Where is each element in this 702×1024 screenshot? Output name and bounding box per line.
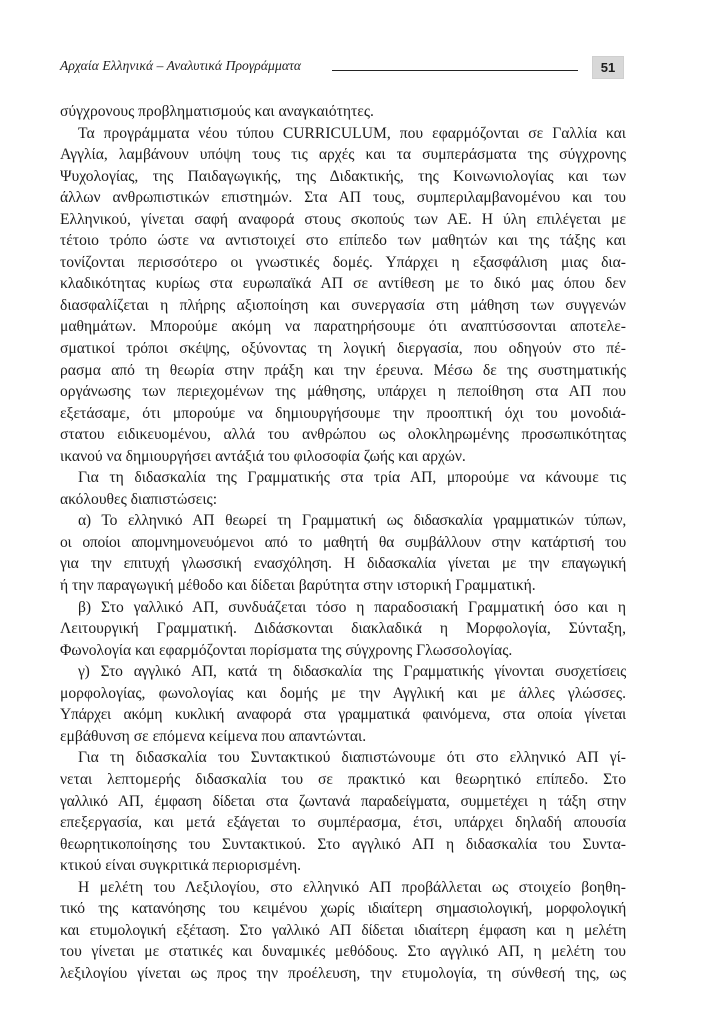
text-line: εξετάσαμε, ότι μπορούμε να δημιουργήσουμε την προοπτική όχι του μονοδιά- xyxy=(60,404,626,422)
text-line: θεωρητικοποίησης του Συντακτικού. Στο αγγλικό ΑΠ η διδασκαλία του Συντα- xyxy=(60,835,626,853)
text-line: Για τη διδασκαλία της Γραμματικής στα τρία ΑΠ, μπορούμε να κάνουμε τις xyxy=(78,469,626,487)
running-header xyxy=(60,56,626,80)
text-line: β) Στο γαλλικό ΑΠ, συνδυάζεται τόσο η παραδοσιακή Γραμματική όσο και η xyxy=(78,598,626,616)
text-line: Φωνολογία και εφαρμόζονται πορίσματα της σύγχρονης Γλωσσολογίας. xyxy=(60,641,513,659)
text-line: νεται λεπτομερής διδασκαλία του σε πρακτικό και θεωρητικό επίπεδο. Στο xyxy=(60,770,626,788)
text-line: στατου ειδικευομένου, αλλά του ανθρώπου ως ολοκληρωμένης προσωπικότητας xyxy=(60,426,626,444)
text-line: ρασμα από τη θεωρία στην πράξη και την έρευνα. Μέσω δε της συστηματικής xyxy=(60,361,626,379)
text-line: επεξεργασία, και μετά εξάγεται το συμπέρασμα, έτσι, υπάρχει δηλαδή απουσία xyxy=(60,814,626,832)
text-line: λεξιλογίου γίνεται ως προς την προέλευση, την ετυμολογία, τη σύνθεσή της, ως xyxy=(60,964,626,982)
body-text xyxy=(60,101,626,984)
text-line: α) Το ελληνικό ΑΠ θεωρεί τη Γραμματική ως διδασκαλία γραμματικών τύπων, xyxy=(78,512,626,530)
text-line: Λειτουργική Γραμματική. Διδάσκονται διακλαδικά η Μορφολογία, Σύνταξη, xyxy=(60,620,626,638)
text-line: Η μελέτη του Λεξιλογίου, στο ελληνικό ΑΠ προβάλλεται ως στοιχείο βοηθη- xyxy=(78,878,626,896)
header-rule xyxy=(332,70,578,71)
text-line: Για τη διδασκαλία του Συντακτικού διαπιστώνουμε ότι στο ελληνικό ΑΠ γί- xyxy=(78,749,626,767)
text-line: Αγγλία, λαμβάνουν υπόψη τους τις αρχές και τα συμπεράσματα της σύγχρονης xyxy=(60,146,626,164)
text-line: Υπάρχει ακόμη κυκλική αναφορά στα γραμματικά φαινόμενα, στα οποία γίνεται xyxy=(60,706,626,724)
text-line: Τα προγράμματα νέου τύπου CURRICULUM, που εφαρμόζονται σε Γαλλία και xyxy=(78,124,626,142)
text-line: γαλλικό ΑΠ, έμφαση δίδεται στα ζωντανά παραδείγματα, συμμετέχει η τάξη στην xyxy=(60,792,626,810)
header-title: Αρχαία Ελληνικά – Αναλυτικά Προγράμματα xyxy=(60,58,302,73)
text-line: οργάνωσης των περιεχομένων της μάθησης, υπάρχει η πεποίθηση στα ΑΠ που xyxy=(60,383,626,401)
text-line: γ) Στο αγγλικό ΑΠ, κατά τη διδασκαλία της Γραμματικής γίνονται συσχετίσεις xyxy=(78,663,626,681)
text-line: τικό της κατανόησης του κειμένου χωρίς ιδιαίτερη σημασιολογική, μορφολογική xyxy=(60,900,626,918)
text-line: Ψυχολογίας, της Παιδαγωγικής, της Διδακτικής, της Κοινωνιολογίας και των xyxy=(60,167,626,185)
text-line: τέτοιο τρόπο ώστε να αντιστοιχεί στο επίπεδο των μαθητών και της τάξης και xyxy=(60,232,626,250)
text-line: διασφαλίζεται η πλήρης αξιοποίηση και συνεργασία στη μάθηση των συγγενών xyxy=(60,296,626,314)
text-line: Ελληνικού, γίνεται σαφή αναφορά στους σκοπούς των ΑΕ. Η ύλη επιλέγεται με xyxy=(60,210,626,228)
text-line: κτικού είναι συγκριτικά περιορισμένη. xyxy=(60,857,302,875)
text-line: ικανού να δημιουργήσει αντάξιά του φιλοσοφία ζωής και αρχών. xyxy=(60,447,466,465)
text-line: κλαδικότητας κυρίως στα ευρωπαϊκά ΑΠ σε αντίθεση με το δικό μας όπου δεν xyxy=(60,275,626,293)
text-line: άλλων ανθρωπιστικών επιστημών. Στα ΑΠ τους, συμπεριλαμβανομένου και του xyxy=(60,189,626,207)
text-line: μαθημάτων. Μπορούμε ακόμη να παρατηρήσουμε ότι αναπτύσσονται αποτελε- xyxy=(60,318,626,336)
text-line: οι οποίοι απομνημονευόμενοι από το μαθητή θα συμβάλλουν στην κατάρτισή του xyxy=(60,533,626,551)
text-line: μορφολογίας, φωνολογίας και δομής με την Αγγλική και με άλλες γλώσσες. xyxy=(60,684,626,702)
text-line: σύγχρονους προβληματισμούς και αναγκαιότητες. xyxy=(60,103,374,120)
text-line: του γίνεται με στατικές και δυναμικές μεθόδους. Στο αγγλικό ΑΠ, η μελέτη του xyxy=(60,943,626,961)
text-line: για την επιτυχή γλωσσική ενασχόληση. Η διδασκαλία γίνεται με την επαγωγική xyxy=(60,555,626,573)
text-line: ακόλουθες διαπιστώσεις: xyxy=(60,490,218,508)
text-line: και ετυμολογική εξέταση. Στο γαλλικό ΑΠ δίδεται ιδιαίτερη έμφαση και η μελέτη xyxy=(60,921,626,939)
text-line: ή την παραγωγική μέθοδο και δίδεται βαρύτητα στην ιστορική Γραμματική. xyxy=(60,577,536,595)
text-line: εμβάθυνση σε επόμενα κείμενα που απαντώνται. xyxy=(60,727,367,745)
page-number: 51 xyxy=(592,56,624,79)
text-line: τονίζονται περισσότερο οι γνωστικές δομές. Υπάρχει η εξασφάλιση μιας δια- xyxy=(60,253,626,271)
text-line: σματικοί τρόποι σκέψης, οξύνοντας τη λογική διεργασία, που οδηγούν στο πέ- xyxy=(60,340,626,358)
